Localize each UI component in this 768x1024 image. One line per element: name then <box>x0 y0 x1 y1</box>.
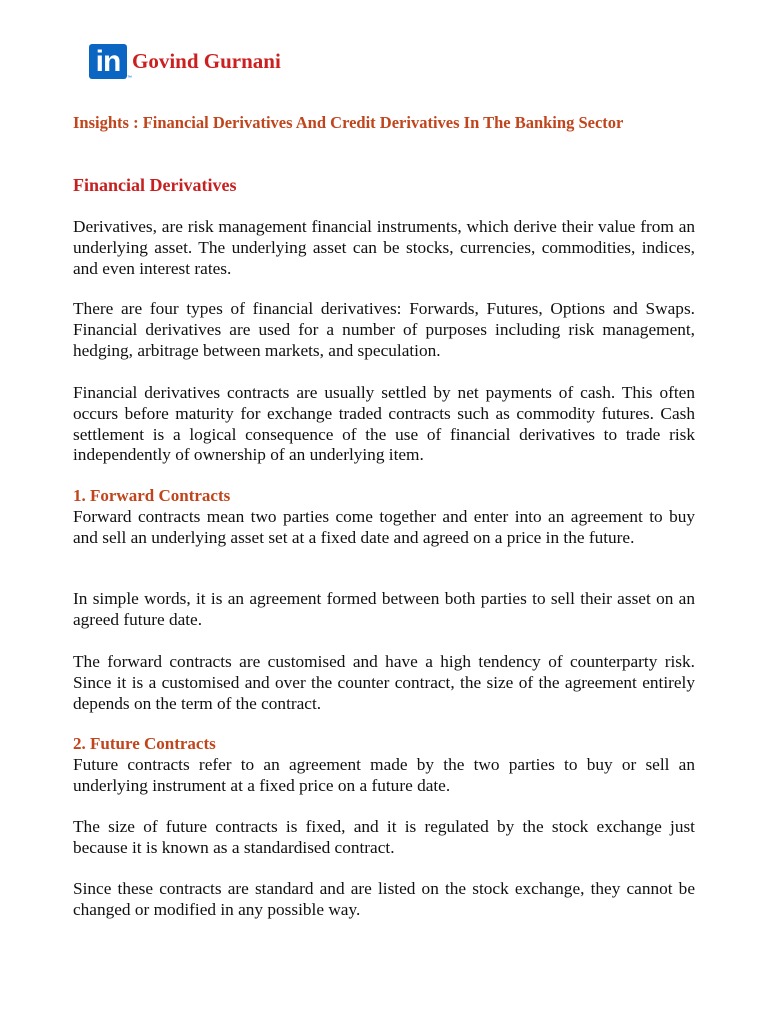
forward-paragraph: The forward contracts are customised and have a high tendency of counterparty risk. Since it is a customised and over the counter contract, the size of the agreement entirely depends on the term of the contract. <box>73 652 695 713</box>
insight-title: Insights : Financial Derivatives And Credit Derivatives In The Banking Sector <box>73 113 624 132</box>
forward-paragraph: In simple words, it is an agreement formed between both parties to sell their asset on an agreed future date. <box>73 589 695 629</box>
trademark-mark: ™ <box>127 74 132 81</box>
future-contracts-heading: 2. Future Contracts <box>73 734 216 753</box>
author-name: Govind Gurnani <box>132 49 281 73</box>
future-paragraph: Future contracts refer to an agreement made by the two parties to buy or sell an underlying instrument at a fixed price on a future date. <box>73 755 695 795</box>
intro-paragraph: Derivatives, are risk management financial instruments, which derive their value from an underlying asset. The underlying asset can be stocks, currencies, commodities, indices, and even interest rates. <box>73 217 695 278</box>
forward-paragraph: Forward contracts mean two parties come together and enter into an agreement to buy and sell an underlying asset set at a fixed date and agreed on a price in the future. <box>73 507 695 547</box>
author-header <box>89 43 281 79</box>
intro-paragraph: There are four types of financial derivatives: Forwards, Futures, Options and Swaps. Financial derivatives are used for a number of purposes including risk management, hedging, arbitrage between markets, and speculation. <box>73 299 695 360</box>
section-title: Financial Derivatives <box>73 175 237 195</box>
future-paragraph: The size of future contracts is fixed, and it is regulated by the stock exchange just because it is known as a standardised contract. <box>73 817 695 857</box>
forward-contracts-heading: 1. Forward Contracts <box>73 486 231 505</box>
intro-paragraph: Financial derivatives contracts are usually settled by net payments of cash. This often occurs before maturity for exchange traded contracts such as commodity futures. Cash settlement is a logical consequence of the use of financial derivatives to trade risk independently of ownership of an underlying item. <box>73 383 695 465</box>
future-paragraph: Since these contracts are standard and are listed on the stock exchange, they cannot be changed or modified in any possible way. <box>73 879 695 919</box>
linkedin-logo-text: in <box>95 44 121 78</box>
linkedin-logo-icon <box>89 44 132 81</box>
